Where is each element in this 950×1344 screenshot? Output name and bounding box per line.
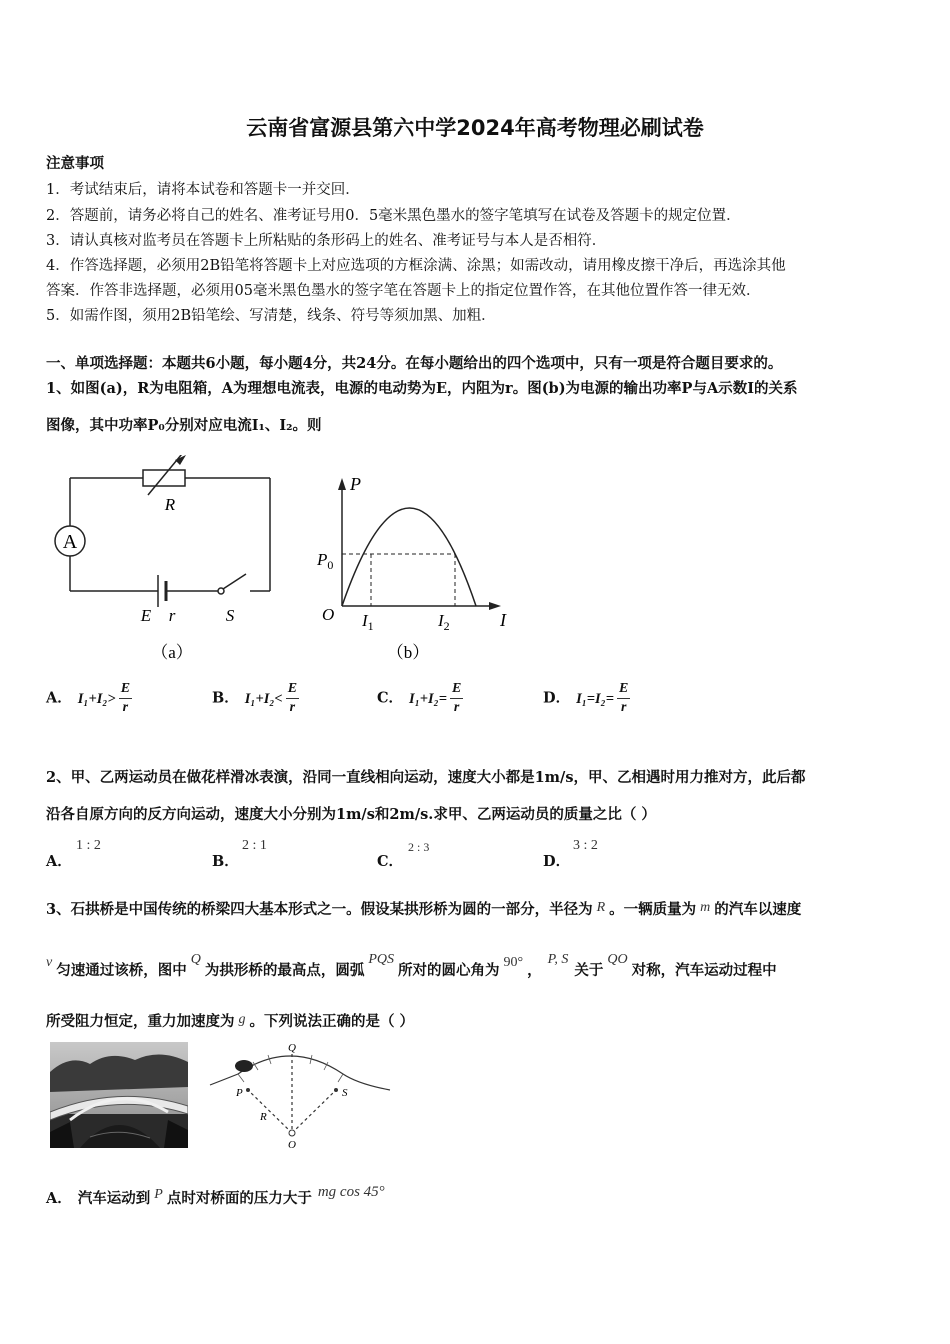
resistor-label: R xyxy=(164,495,176,514)
section-heading: 一、单项选择题：本题共6小题，每小题4分，共24分。在每小题给出的四个选项中，只有一项是符合题目要求的。 xyxy=(46,355,783,372)
i2-label: $I_2$ xyxy=(438,611,450,633)
q2-option-b-label[interactable]: B． xyxy=(212,853,239,870)
notice-item: 答案．作答非选择题，必须用05毫米黑色墨水的签字笔在答题卡上的指定位置作答，在其他位置作答一律无效． xyxy=(46,283,761,299)
power-curve xyxy=(342,508,476,606)
stone-bridge-photo xyxy=(50,1042,188,1148)
p0-label: $P_0$ xyxy=(317,550,334,572)
q3-option-a[interactable]: A． 汽车运动到 P 点时对桥面的压力大于 mg cos 45° xyxy=(46,1184,385,1207)
fraction: $\frac{E}{r}$ xyxy=(287,681,298,715)
notice-item: 5．如需作图，须用2B铅笔绘、写清楚，线条、符号等须加黑、加粗． xyxy=(46,308,496,324)
s-label: S xyxy=(342,1087,348,1099)
fraction: $\frac{E}{r}$ xyxy=(619,681,629,715)
notice-item: 4．作答选择题，必须用2B铅笔将答题卡上对应选项的方框涂满、涂黑；如需改动，请用橡皮擦干净后，再选涂其他 xyxy=(46,258,786,274)
q1-option-b[interactable]: B． I₁+I₂< $\frac{E}{r}$ xyxy=(212,681,298,715)
car-icon xyxy=(235,1060,253,1072)
q3-stem-line3: 所受阻力恒定，重力加速度为 g 。下列说法正确的是（ ） xyxy=(46,1012,415,1030)
power-current-graph xyxy=(310,470,530,670)
fraction: $\frac{E}{r}$ xyxy=(120,681,131,715)
p-label: P xyxy=(236,1087,243,1099)
internal-resistance-label: r xyxy=(168,606,176,625)
bridge-arc xyxy=(210,1056,390,1090)
ammeter-label: A xyxy=(62,531,78,553)
q3-stem-line2: v 匀速通过该桥，图中Q为拱形桥的最高点，圆弧PQS所对的圆心角为 90° ，P, S关于QO对称，汽车运动过程中 xyxy=(46,952,777,979)
q1-option-c[interactable]: C． I₁+I₂= $\frac{E}{r}$ xyxy=(377,681,462,715)
q2-option-b-value: 2 : 1 xyxy=(242,838,267,853)
o-label: O xyxy=(288,1139,296,1151)
fig-a-caption: （a） xyxy=(151,643,193,662)
q2-stem-line2: 沿各自原方向的反方向运动，速度大小分别为1m/s和2m/s.求甲、乙两运动员的质量之比（ ） xyxy=(46,806,656,823)
q1-option-d[interactable]: D． I₁=I₂= $\frac{E}{r}$ xyxy=(543,681,629,715)
y-axis-label: P xyxy=(350,474,361,494)
resistor-box xyxy=(143,470,185,486)
fig-b-caption: （b） xyxy=(386,643,430,662)
emf-label: E xyxy=(140,606,152,625)
i1-label: $I_1$ xyxy=(362,611,374,633)
q2-option-d-label[interactable]: D． xyxy=(543,853,571,870)
notice-item: 3．请认真核对监考员在答题卡上所粘贴的条形码上的姓名、准考证号与本人是否相符． xyxy=(46,233,607,249)
q1-stem-line2: 图像，其中功率P₀分别对应电流I₁、I₂。则 xyxy=(46,417,322,434)
switch-label: S xyxy=(225,606,235,625)
q2-option-c-label[interactable]: C． xyxy=(377,853,404,870)
q3-stem-line1: 3、石拱桥是中国传统的桥梁四大基本形式之一。假设某拱形桥为圆的一部分，半径为 R 。一辆质量为 m 的汽车以速度 xyxy=(46,900,802,918)
q2-option-a-value: 1 : 2 xyxy=(76,838,101,853)
x-axis-label: I xyxy=(500,610,506,630)
q2-option-d-value: 3 : 2 xyxy=(573,838,598,853)
notice-item: 1．考试结束后，请将本试卷和答题卡一并交回． xyxy=(46,182,360,198)
q1-option-a[interactable]: A． I₁+I₂> $\frac{E}{r}$ xyxy=(46,681,131,715)
circuit-diagram xyxy=(50,455,280,670)
page-title: 云南省富源县第六中学2024年高考物理必刷试卷 xyxy=(246,116,704,140)
notice-item: 2．答题前，请务必将自己的姓名、准考证号用0．5毫米黑色墨水的签字笔填写在试卷及答题卡的规定位置． xyxy=(46,208,741,224)
r-label: R xyxy=(260,1111,267,1123)
origin-label: O xyxy=(322,605,335,624)
fraction: $\frac{E}{r}$ xyxy=(451,681,462,715)
notice-heading: 注意事项 xyxy=(46,155,104,172)
q2-option-c-value: 2 : 3 xyxy=(408,840,430,854)
q2-stem-line1: 2、甲、乙两运动员在做花样滑冰表演，沿同一直线相向运动，速度大小都是1m/s，甲、乙相遇时用力推对方，此后都 xyxy=(46,769,806,786)
q1-stem-line1: 1、如图(a)，R为电阻箱，A为理想电流表，电源的电动势为E，内阻为r。图(b)为电源的输出功率P与A示数I的关系 xyxy=(46,380,798,397)
q-label: Q xyxy=(288,1042,296,1054)
arch-bridge-diagram xyxy=(208,1040,398,1155)
q2-option-a-label[interactable]: A． xyxy=(46,853,72,870)
